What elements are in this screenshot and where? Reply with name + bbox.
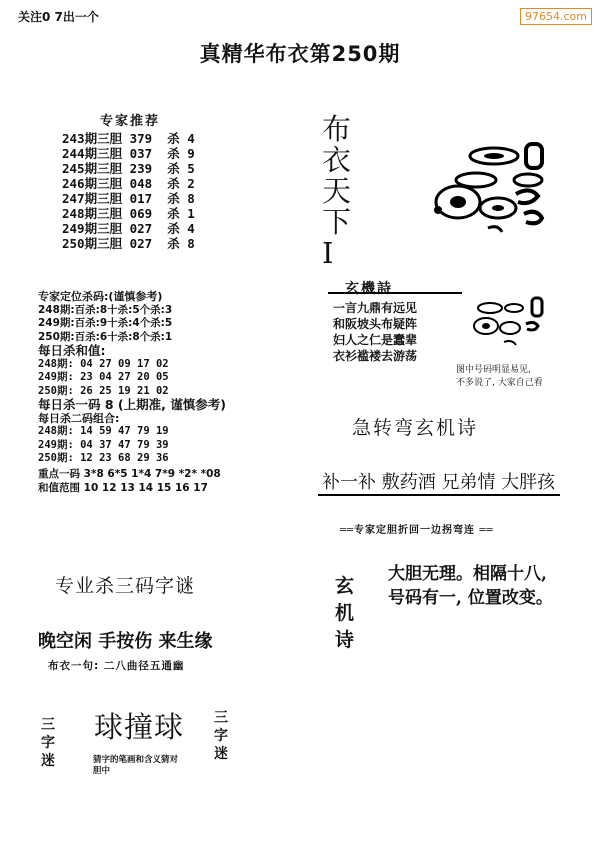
poem-line: 号码有一, 位置改变。 — [388, 588, 553, 608]
xuanji-char: 机 — [335, 602, 355, 624]
riddle-char: 三 — [214, 710, 228, 726]
list-item: 247期三胆 017 杀 8 — [62, 191, 195, 206]
xuanji-poem — [388, 562, 553, 610]
list-item: 249期三胆 027 杀 4 — [62, 221, 195, 236]
list-item: 250期: 12 23 68 29 36 — [38, 452, 169, 464]
coins-illustration — [428, 136, 548, 246]
list-item: 246期三胆 048 杀 2 — [62, 176, 195, 191]
coins-illustration-small — [470, 294, 550, 350]
buyi-title-char: 天 — [322, 174, 352, 208]
buyi-title-char: 下 — [322, 205, 352, 239]
list-item: 250期: 26 25 19 21 02 — [38, 384, 169, 397]
buyi-title-char: I — [322, 236, 334, 270]
riddle-char: 迷 — [214, 746, 228, 762]
buyi-title-char: 布 — [322, 112, 352, 146]
poem-line: 大胆无理。相隔十八, — [388, 564, 547, 584]
guess-note: 猜字的笔画和含义猜对胆中 — [93, 755, 179, 776]
site-watermark: 97654.com — [520, 8, 592, 25]
sum-kill-title: 每日杀和值: — [38, 343, 106, 358]
fixed-kill-title: 专家定位杀码:(谨慎参考) — [38, 290, 163, 303]
list-item: 250期:百杀:6十杀:8个杀:1 — [38, 330, 173, 343]
buyi-title-char: 衣 — [322, 143, 352, 177]
daily-two-title: 每日杀二码组合: — [38, 411, 120, 425]
list-item: 248期: 14 59 47 79 19 — [38, 425, 169, 437]
buyi-title — [322, 114, 362, 269]
riddle-char: 字 — [41, 735, 55, 751]
list-item: 243期三胆 379 杀 4 — [62, 131, 195, 146]
hint-text — [456, 364, 543, 390]
sum-range: 和值范围 10 12 13 14 15 16 17 — [38, 482, 208, 494]
hint-line: 不多说了, 大家自己看 — [456, 378, 543, 388]
divider — [318, 494, 560, 496]
expert-recommend-title: 专家推荐 — [100, 114, 161, 129]
list-item: 248期三胆 069 杀 1 — [62, 206, 195, 221]
list-item: 249期: 23 04 27 20 05 — [38, 371, 169, 383]
daily-one-kill: 每日杀一码 8 (上期准, 谨慎参考) — [38, 397, 226, 412]
poem-text — [333, 300, 417, 364]
expert-line: ══专家定胆折回一边拐弯连 ══ — [340, 525, 494, 536]
riddle-line: 晚空闲 手按伤 来生缘 — [38, 631, 213, 652]
list-item: 250期三胆 027 杀 8 — [62, 236, 195, 251]
poem-line: 一言九鼎有远见 — [333, 301, 418, 315]
buyi-line: 布衣一句: 二八曲径五通幽 — [48, 660, 185, 672]
mystery-title: 急转弯玄机诗 — [352, 417, 479, 439]
hint-line: 图中号码明显易见, — [456, 365, 531, 375]
poem-line: 衣衫褴褛去游荡 — [333, 349, 418, 363]
poem-line: 妇人之仁是蠢辈 — [333, 333, 418, 347]
list-item: 245期三胆 239 杀 5 — [62, 161, 195, 176]
poem-line: 和阪坡头布疑阵 — [333, 317, 418, 331]
riddle-title: 专业杀三码字谜 — [55, 575, 196, 597]
xuanji-char: 玄 — [335, 575, 355, 597]
riddle-char: 三 — [41, 717, 55, 733]
poem-title: 玄機詩 — [345, 281, 393, 297]
expert-recommend-list — [62, 131, 195, 251]
list-item: 248期: 04 27 09 17 02 — [38, 357, 169, 370]
list-item: 244期三胆 037 杀 9 — [62, 146, 195, 161]
ball-riddle: 球撞球 — [94, 710, 185, 744]
key-point: 重点一码 3*8 6*5 1*4 7*9 *2* *08 — [38, 467, 221, 480]
divider — [328, 292, 462, 294]
three-char-riddle-left — [41, 716, 59, 770]
list-item: 249期: 04 37 47 79 39 — [38, 438, 169, 451]
kill-stats-block — [38, 290, 226, 496]
list-item: 249期:百杀:9十杀:4个杀:5 — [38, 317, 173, 329]
top-note: 关注0 7出一个 — [18, 10, 99, 24]
three-char-riddle-right — [214, 709, 232, 763]
xuanji-char: 诗 — [335, 629, 355, 651]
page-title: 真精华布衣第250期 — [199, 42, 401, 66]
xuanji-side-title — [335, 573, 359, 654]
list-item: 248期:百杀:8十杀:5个杀:3 — [38, 303, 173, 316]
mystery-hint: 补一补 敷药酒 兄弟情 大胖孩 — [322, 472, 556, 493]
riddle-char: 迷 — [41, 753, 55, 769]
riddle-char: 字 — [214, 728, 228, 744]
